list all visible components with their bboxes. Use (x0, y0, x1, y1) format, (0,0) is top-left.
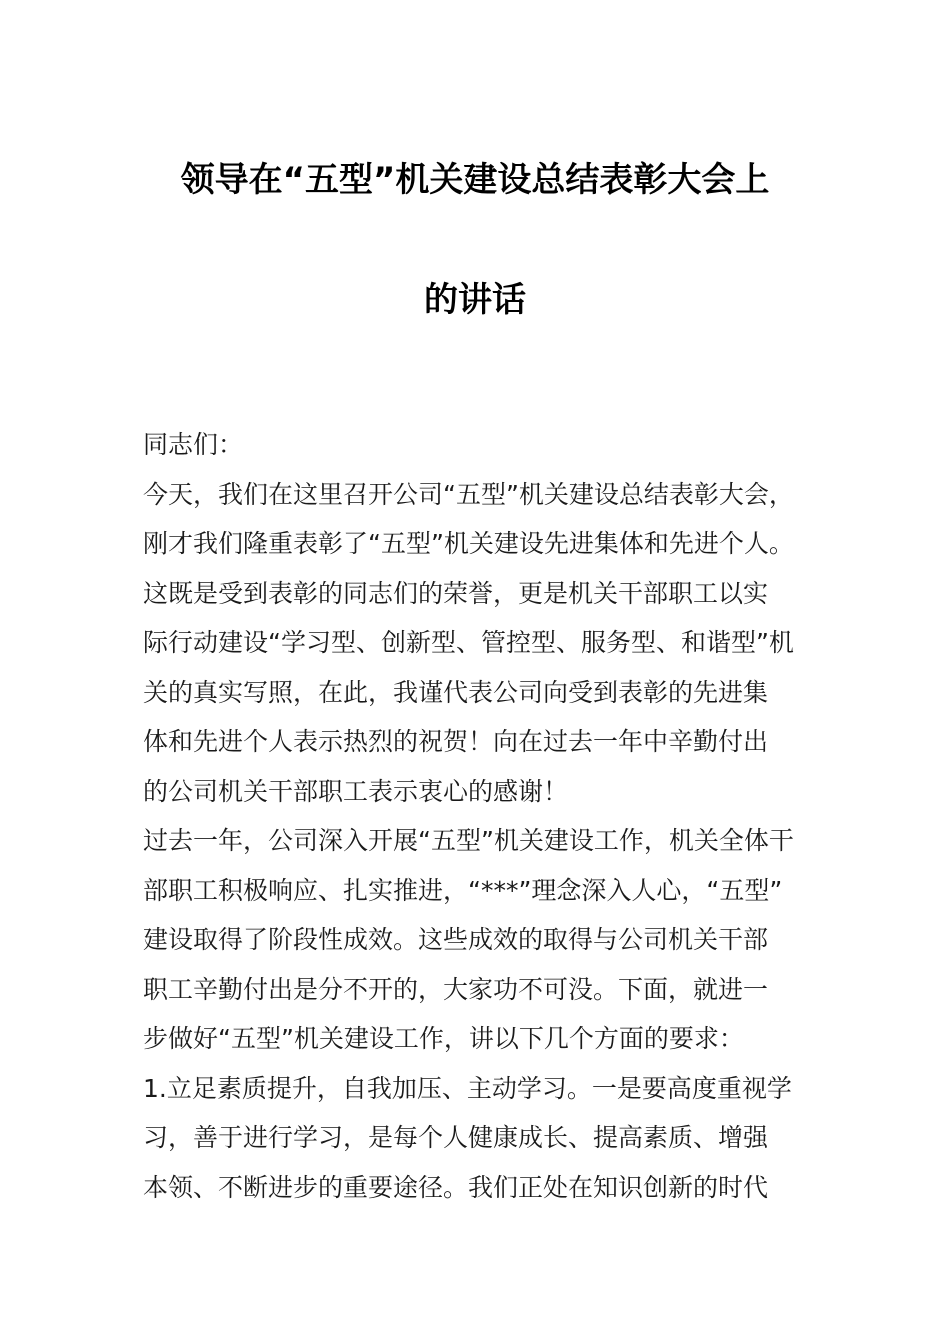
body-line-salutation: 同志们： (143, 430, 244, 459)
body-line: 刚才我们隆重表彰了“五型”机关建设先进集体和先进个人。 (143, 529, 794, 558)
body-line: 1.立足素质提升，自我加压、主动学习。一是要高度重视学 (143, 1073, 792, 1103)
body-line: 体和先进个人表示热烈的祝贺！向在过去一年中辛勤付出 (143, 727, 769, 756)
body-line: 关的真实写照，在此，我谨代表公司向受到表彰的先进集 (143, 677, 769, 707)
document-body (143, 420, 813, 1212)
body-line: 本领、不断进步的重要途径。我们正处在知识创新的时代 (143, 1172, 769, 1202)
body-line: 这既是受到表彰的同志们的荣誉，更是机关干部职工以实 (143, 578, 769, 608)
body-line: 部职工积极响应、扎实推进，“***”理念深入人心，“五型” (143, 875, 783, 905)
document-title-line-2: 的讲话 (424, 280, 526, 320)
body-line: 习，善于进行学习，是每个人健康成长、提高素质、增强 (143, 1123, 769, 1152)
body-line: 步做好“五型”机关建设工作，讲以下几个方面的要求： (143, 1024, 744, 1053)
document-title-line-1: 领导在“五型”机关建设总结表彰大会上 (180, 160, 770, 200)
body-line: 职工辛勤付出是分不开的，大家功不可没。下面，就进一 (143, 974, 769, 1004)
body-line: 过去一年，公司深入开展“五型”机关建设工作，机关全体干 (143, 826, 794, 855)
body-line: 际行动建设“学习型、创新型、管控型、服务型、和谐型”机 (143, 628, 794, 657)
body-line: 的公司机关干部职工表示衷心的感谢！ (143, 776, 569, 806)
body-line: 建设取得了阶段性成效。这些成效的取得与公司机关干部 (143, 925, 769, 954)
body-line: 今天，我们在这里召开公司“五型”机关建设总结表彰大会， (143, 479, 794, 509)
